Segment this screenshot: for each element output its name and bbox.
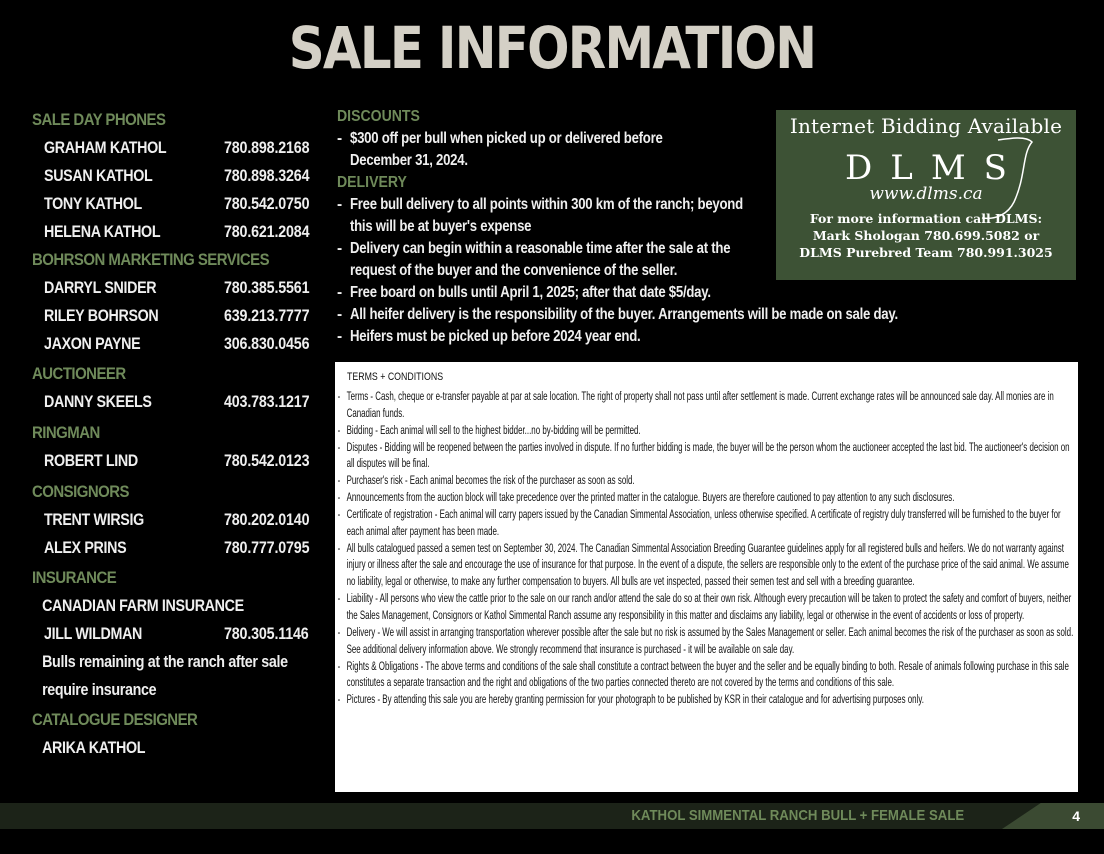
contact-phone: 780.542.0750 (224, 194, 310, 213)
terms-heading: TERMS + CONDITIONS (347, 371, 444, 383)
terms-item: - Pictures - By attending this sale you are hereby granting permission for your photograph to be published by KSR in their catalogue and for advertising purposes only. (337, 691, 1078, 708)
terms-list (337, 388, 1078, 708)
contact-row (32, 162, 332, 190)
contact-row (32, 302, 332, 330)
contact-phone: 780.777.0795 (224, 538, 310, 557)
dlms-logo: DLMS (845, 148, 1025, 188)
contact-name: TONY KATHOL (44, 194, 142, 213)
contact-phone: 780.898.2168 (224, 138, 310, 157)
page-title: SALE INFORMATION (288, 14, 816, 82)
contact-phone: 639.213.7777 (224, 306, 310, 325)
discounts-item-line: December 31, 2024. (350, 152, 468, 169)
discounts-item-line: - $300 off per bull when picked up or delivered before (350, 130, 663, 147)
dlms-info-line: Mark Shologan 780.699.5082 or (812, 228, 1040, 243)
contact-phone: 780.305.1146 (224, 624, 309, 643)
contact-phone: 306.830.0456 (224, 334, 310, 353)
delivery-heading: DELIVERY (337, 174, 407, 191)
contact-phone: 780.385.5561 (224, 278, 310, 297)
terms-item: - Delivery - We will assist in arranging transportation wherever possible after the sale but no risk is assumed by the Sales Management or seller. Each animal becomes the risk of the purchaser as soon as sold. See additional delivery information above. We strongly recommend that insurance is purchased - it will be available on sale day. (337, 624, 1078, 658)
contact-row (32, 274, 332, 302)
terms-item: - All bulls catalogued passed a semen test on September 30, 2024. The Canadian Simmental Association Breeding Guarantee guidelines apply for all registered bulls and heifers. We do not warranty against injury or illness after the sale and encourage the use of insurance for that purpose. In the event of a dispute, the sellers are responsible only to the extent of the purchase price of the said animal. We assume no liability, legal or otherwise, to make any further compensation to buyers. All bulls are vet inspected, passed their semen test and sell with a breeding guarantee. (337, 540, 1078, 591)
contact-phone: 403.783.1217 (224, 392, 310, 411)
contact-name: SUSAN KATHOL (44, 166, 153, 185)
terms-item: - Terms - Cash, cheque or e-transfer payable at par at sale location. The right of property shall not pass until after settlement is made. Current exchange rates will be announced sale day. All monies are in Canadian funds. (337, 388, 1078, 422)
dlms-info-line: For more information call DLMS: (809, 211, 1043, 226)
delivery-item-line: - Delivery can begin within a reasonable time after the sale at the (350, 240, 731, 257)
dlms-horse-outline (776, 110, 1076, 280)
contact-phone: 780.898.3264 (224, 166, 310, 185)
delivery-item-line: - Free bull delivery to all points within 300 km of the ranch; beyond (350, 196, 743, 213)
insurance-note: require insurance (42, 680, 157, 699)
page-number-tab (1002, 803, 1104, 829)
terms-item: - Bidding - Each animal will sell to the highest bidder...no by-bidding will be permitted. (337, 422, 1078, 439)
page-number: 4 (1072, 808, 1080, 824)
delivery-item-line: request of the buyer and the convenience of the seller. (350, 262, 678, 279)
terms-item: - Announcements from the auction block will take precedence over the printed matter in the catalogue. Buyers are therefore cautioned to pay attention to any such disclosures. (337, 489, 1078, 506)
contact-phone: 780.542.0123 (224, 451, 310, 470)
insurance-note: Bulls remaining at the ranch after sale (42, 652, 288, 671)
contact-name: GRAHAM KATHOL (44, 138, 167, 157)
contact-phone: 780.202.0140 (224, 510, 310, 529)
delivery-item-line: - Free board on bulls until April 1, 2025; after that date $5/day. (350, 284, 711, 301)
section-heading: INSURANCE (32, 568, 117, 587)
contact-name: TRENT WIRSIG (44, 510, 144, 529)
footer-bar (0, 803, 1104, 829)
section-heading: CATALOGUE DESIGNER (32, 710, 198, 729)
designer-name: ARIKA KATHOL (42, 738, 146, 757)
contacts-column (32, 106, 332, 762)
section-heading: SALE DAY PHONES (32, 110, 166, 129)
delivery-item-line: this will be at buyer's expense (350, 218, 532, 235)
dlms-info-line: DLMS Purebred Team 780.991.3025 (799, 245, 1053, 260)
contact-row (32, 388, 332, 416)
section-heading: AUCTIONEER (32, 364, 126, 383)
delivery-item-line: - Heifers must be picked up before 2024 year end. (350, 328, 641, 345)
contact-name: RILEY BOHRSON (44, 306, 159, 325)
footer-title: KATHOL SIMMENTAL RANCH BULL + FEMALE SALE (631, 807, 964, 824)
contact-name: ALEX PRINS (44, 538, 127, 557)
contact-name: ROBERT LIND (44, 451, 138, 470)
terms-item: - Disputes - Bidding will be reopened between the parties involved in dispute. If no further bidding is made, the buyer will be the person whom the auctioneer accepted the last bid. The auctioneer's decision on all disputes will be final. (337, 439, 1078, 473)
contact-row (32, 218, 332, 246)
dlms-headline: Internet Bidding Available (789, 114, 1063, 138)
delivery-item (337, 326, 957, 348)
contact-name: JILL WILDMAN (44, 624, 143, 643)
terms-box (335, 362, 1078, 792)
delivery-item (337, 282, 957, 304)
dlms-url[interactable]: www.dlms.ca (869, 184, 983, 204)
delivery-item-line: - All heifer delivery is the responsibility of the buyer. Arrangements will be made on sale day. (350, 306, 898, 323)
terms-item: - Liability - All persons who view the cattle prior to the sale on our ranch and/or attend the sale do so at their own risk. Although every precaution will be taken to protect the safety and comfort of buyers, neither the Sales Management, Consignors or Kathol Simmental Ranch assume any responsibility in this matter and disclaims any liability, legal or otherwise in the event of accidents or loss of property. (337, 590, 1078, 624)
contact-phone: 780.621.2084 (224, 222, 310, 241)
contact-row (32, 506, 332, 534)
contact-row (32, 330, 332, 358)
terms-item: - Certificate of registration - Each animal will carry papers issued by the Canadian Simmental Association, unless otherwise specified. A certificate of registry duly transferred will be furnished to the buyer for each animal after payment has been made. (337, 506, 1078, 540)
section-heading: CONSIGNORS (32, 482, 129, 501)
dlms-ad[interactable] (776, 110, 1076, 280)
contact-row (32, 134, 332, 162)
discounts-heading: DISCOUNTS (337, 108, 420, 125)
contact-name: HELENA KATHOL (44, 222, 161, 241)
section-heading: BOHRSON MARKETING SERVICES (32, 250, 270, 269)
contact-row (32, 190, 332, 218)
section-heading: RINGMAN (32, 423, 100, 442)
insurance-company: CANADIAN FARM INSURANCE (42, 596, 244, 615)
terms-item: - Purchaser's risk - Each animal becomes the risk of the purchaser as soon as sold. (337, 472, 1078, 489)
delivery-item (337, 304, 957, 326)
contact-name: JAXON PAYNE (44, 334, 141, 353)
contact-name: DANNY SKEELS (44, 392, 152, 411)
terms-item: - Rights & Obligations - The above terms and conditions of the sale shall constitute a contract between the buyer and the seller and be equally binding to both. Resale of animals following purchase in this sale constitutes a separate transaction and the right and obligations of the two parties connected thereto are not covered by the terms and conditions of this sale. (337, 658, 1078, 692)
contact-row (32, 534, 332, 562)
contact-row (32, 447, 332, 475)
contact-row (32, 620, 332, 648)
contact-name: DARRYL SNIDER (44, 278, 157, 297)
